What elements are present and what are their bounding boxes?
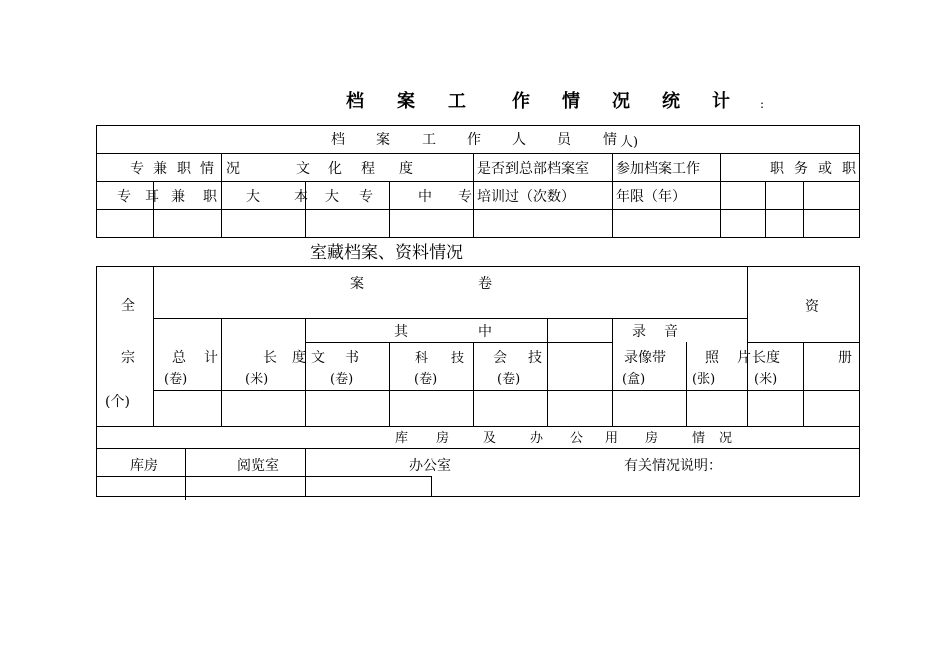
cell-text: 册 xyxy=(838,350,852,366)
cell-text: 或 xyxy=(818,161,832,177)
rooms-header-char: 用 xyxy=(605,431,619,446)
cell-text: (米) xyxy=(754,372,778,387)
cell-text: 资 xyxy=(805,299,819,315)
cell-text: 职 xyxy=(203,189,217,205)
cell-text: 专 xyxy=(130,161,144,177)
cell-text: (卷) xyxy=(330,372,354,387)
cell-text: (盒) xyxy=(622,372,646,387)
cell-text: 音 xyxy=(664,324,678,340)
rooms-col-yuelanshi: 阅览室 xyxy=(237,458,279,474)
personnel-header-char: 工 xyxy=(422,132,436,148)
rooms-header-char: 公 xyxy=(570,431,584,446)
rooms-header-char: 库 xyxy=(395,431,409,446)
personnel-header-char: 档 xyxy=(331,132,345,148)
cell-text: 职 xyxy=(842,161,856,177)
cell-text: 程 xyxy=(361,161,375,177)
title-char: : xyxy=(760,97,765,111)
cell-text: 录 xyxy=(632,324,646,340)
cell-text: 专 xyxy=(359,189,373,205)
cell-text: 全 xyxy=(121,298,135,314)
cell-text: 其 xyxy=(394,324,408,340)
title-char: 工 xyxy=(448,91,466,112)
cell-text: 长度 xyxy=(752,350,780,366)
cell-text: 大 xyxy=(246,189,260,205)
cell-text: 中 xyxy=(478,324,492,340)
cell-text: 度 xyxy=(399,161,413,177)
cell-text: 总 xyxy=(172,350,186,366)
title-char: 统 xyxy=(662,91,680,112)
cell-text: 科 xyxy=(415,351,429,366)
cell-text: 会 xyxy=(493,350,507,366)
cell-text: 况 xyxy=(226,161,240,177)
rooms-col-kufang: 库房 xyxy=(130,458,158,474)
cell-text: 书 xyxy=(345,350,359,366)
cell-text: 技 xyxy=(528,350,542,366)
cell-text: 务 xyxy=(794,161,808,177)
personnel-header-char: 作 xyxy=(467,132,481,148)
cell-text: 计 xyxy=(204,350,218,366)
cell-text: 年限（年） xyxy=(616,189,686,205)
rooms-header-char: 及 xyxy=(483,431,497,446)
rooms-col-notes: 有关情况说明： xyxy=(624,458,722,474)
cell-text: 本 xyxy=(294,189,308,205)
cell-text: 中 xyxy=(418,189,432,205)
cell-text: 案 xyxy=(350,276,364,292)
personnel-header-char: 人) xyxy=(620,135,639,150)
title-char: 情 xyxy=(562,91,580,112)
rooms-header-char: 况 xyxy=(719,431,733,446)
personnel-header-char: 情 xyxy=(603,132,617,148)
personnel-header-char: 人 xyxy=(512,132,526,148)
cell-text: (卷) xyxy=(414,372,438,387)
title-char: 作 xyxy=(512,91,530,112)
title-char: 案 xyxy=(397,91,415,112)
title-char: 况 xyxy=(612,91,630,112)
cell-text: (个) xyxy=(105,394,130,410)
cell-text: 大 xyxy=(325,189,339,205)
cell-text: 片 xyxy=(737,350,751,366)
cell-text: (米) xyxy=(245,372,269,387)
cell-text: 职 xyxy=(770,161,784,177)
title-char: 计 xyxy=(712,91,730,112)
rooms-header-char: 房 xyxy=(645,431,659,446)
cell-text: 情 xyxy=(200,161,214,177)
cell-text: 兼 xyxy=(153,161,167,177)
cell-text: 参加档案工作 xyxy=(616,161,700,177)
cell-text: 兼 xyxy=(171,189,185,205)
cell-text: 录像带 xyxy=(624,350,666,366)
cell-text: 专 xyxy=(117,189,131,205)
cell-text: 文 xyxy=(296,161,310,177)
cell-text: (卷) xyxy=(497,372,521,387)
cell-text: 度 xyxy=(292,350,306,366)
section-title: 室藏档案、资料情况 xyxy=(310,243,463,263)
cell-text: (卷) xyxy=(164,372,188,387)
cell-text: 长 xyxy=(263,350,277,366)
rooms-col-bangongshi: 办公室 xyxy=(409,458,451,474)
cell-text: 是否到总部档案室 xyxy=(477,161,589,177)
title-char: 档 xyxy=(346,91,364,112)
cell-text: 宗 xyxy=(121,350,135,366)
cell-text: 耳 xyxy=(145,189,159,205)
personnel-header-char: 案 xyxy=(376,132,390,148)
cell-text: 化 xyxy=(328,161,342,177)
cell-text: 职 xyxy=(177,161,191,177)
rooms-header-char: 情 xyxy=(692,431,706,446)
cell-text: (张) xyxy=(692,372,716,387)
rooms-header-char: 房 xyxy=(436,431,450,446)
cell-text: 培训过（次数） xyxy=(477,189,575,205)
cell-text: 专 xyxy=(458,189,472,205)
personnel-header-char: 员 xyxy=(557,132,571,148)
cell-text: 文 xyxy=(311,350,325,366)
rooms-header-char: 办 xyxy=(530,431,544,446)
cell-text: 照 xyxy=(705,350,719,366)
cell-text: 技 xyxy=(451,351,465,366)
cell-text: 卷 xyxy=(478,276,492,292)
